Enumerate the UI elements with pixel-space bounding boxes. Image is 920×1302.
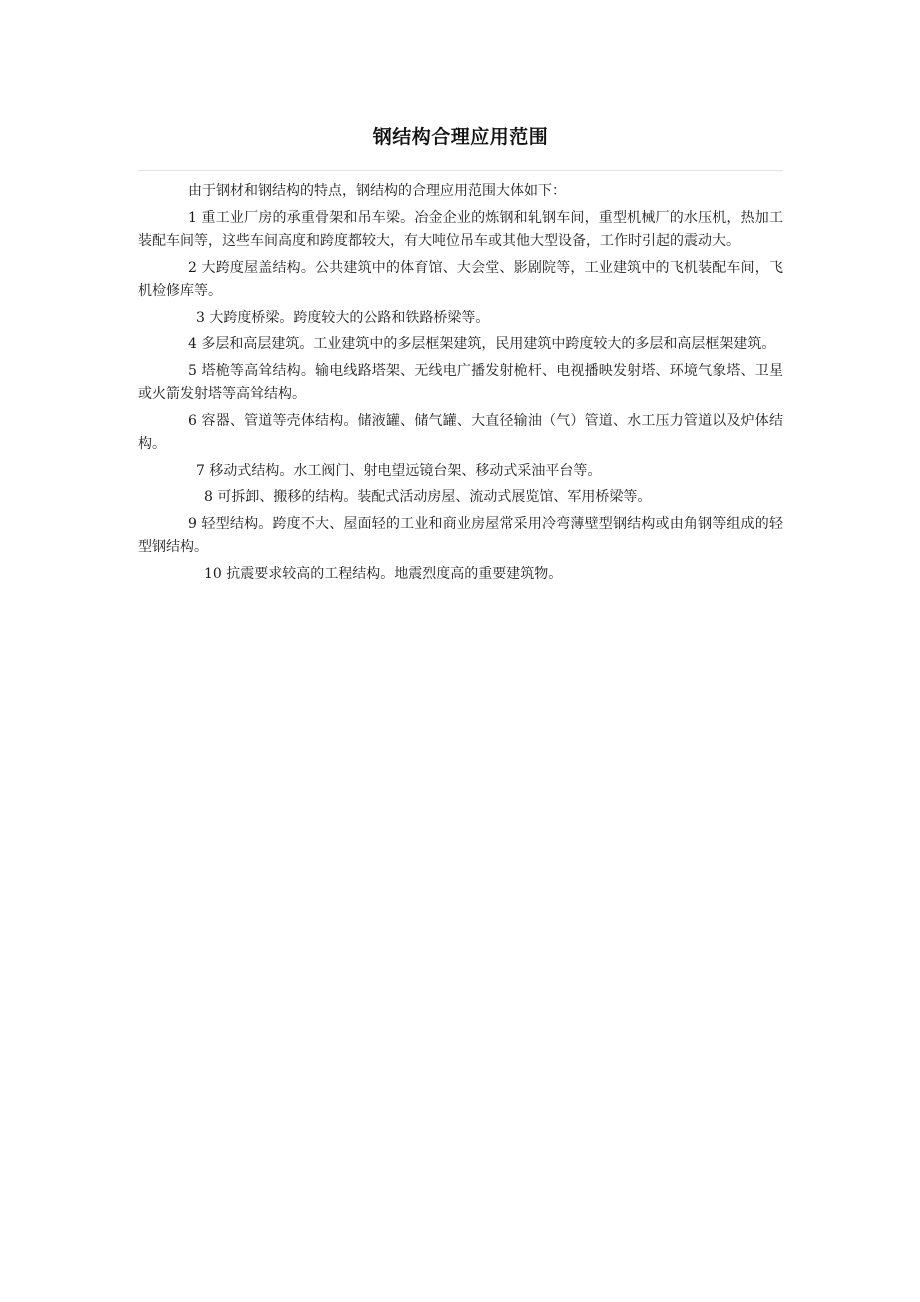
- paragraph-item-7: 7 移动式结构。水工阀门、射电望远镜台架、移动式采油平台等。: [196, 462, 602, 479]
- paragraph-item-8: 8 可拆卸、搬移的结构。装配式活动房屋、流动式展览馆、军用桥梁等。: [204, 489, 652, 505]
- paragraph-item-6: 6 容器、管道等壳体结构。储液罐、储气罐、大直径输油（气）管道、水工压力管道以及炉体结构。: [138, 412, 783, 452]
- paragraph-item-2: 2 大跨度屋盖结构。公共建筑中的体育馆、大会堂、影剧院等，工业建筑中的飞机装配车间，飞机检修库等。: [138, 259, 783, 299]
- paragraph-item-5: 5 塔桅等高耸结构。输电线路塔架、无线电广播发射桅杆、电视播映发射塔、环境气象塔、卫星或火箭发射塔等高耸结构。: [138, 362, 783, 402]
- document-body: [138, 180, 783, 589]
- paragraph-item-1: 1 重工业厂房的承重骨架和吊车梁。冶金企业的炼钢和轧钢车间，重型机械厂的水压机，热加工装配车间等，这些车间高度和跨度都较大，有大吨位吊车或其他大型设备，工作时引起的震动大。: [138, 209, 783, 249]
- paragraph-item-4: 4 多层和高层建筑。工业建筑中的多层框架建筑，民用建筑中跨度较大的多层和高层框架建筑。: [188, 336, 776, 352]
- paragraph-item-9: 9 轻型结构。跨度不大、屋面轻的工业和商业房屋常采用冷弯薄壁型钢结构或由角钢等组成的轻型钢结构。: [138, 515, 783, 555]
- title-divider: [138, 170, 783, 171]
- paragraph-item-3: 3 大跨度桥梁。跨度较大的公路和铁路桥梁等。: [196, 309, 490, 326]
- paragraph-intro: 由于钢材和钢结构的特点，钢结构的合理应用范围大体如下：: [188, 183, 566, 199]
- document-title: 钢结构合理应用范围: [372, 126, 549, 148]
- paragraph-item-10: 10 抗震要求较高的工程结构。地震烈度高的重要建筑物。: [204, 565, 563, 582]
